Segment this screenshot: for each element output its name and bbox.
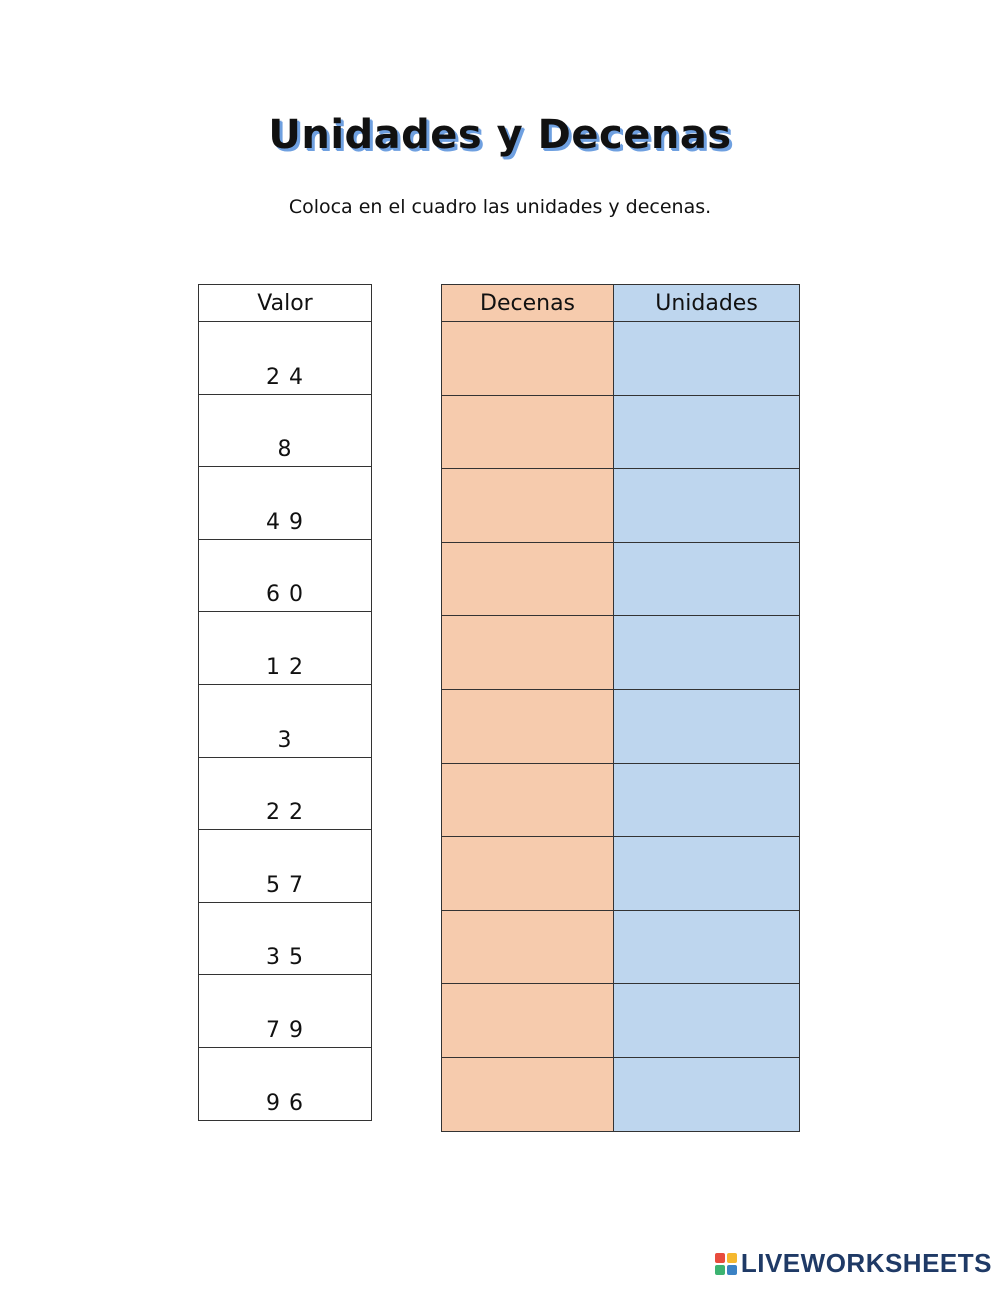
- page-title: Unidades y Decenas: [268, 112, 732, 158]
- valor-cell: 1 2: [199, 612, 372, 685]
- unidades-answer-cell[interactable]: [614, 469, 800, 543]
- decenas-header: Decenas: [442, 285, 614, 322]
- valor-row: [199, 975, 372, 1048]
- valor-cell: 5 7: [199, 830, 372, 903]
- unidades-answer-cell[interactable]: [614, 837, 800, 911]
- decenas-answer-cell[interactable]: [442, 469, 614, 543]
- decenas-answer-cell[interactable]: [442, 616, 614, 690]
- valor-header: Valor: [199, 285, 372, 322]
- valor-row: [199, 757, 372, 830]
- answer-body: [442, 322, 800, 1132]
- valor-row: [199, 902, 372, 975]
- answer-row: [442, 322, 800, 396]
- decenas-answer-cell[interactable]: [442, 542, 614, 616]
- valor-cell: 7 9: [199, 975, 372, 1048]
- decenas-answer-cell[interactable]: [442, 837, 614, 911]
- answer-row: [442, 542, 800, 616]
- logo-text: LIVEWORKSHEETS: [740, 1248, 992, 1278]
- decenas-answer-cell[interactable]: [442, 984, 614, 1058]
- instruction-text: Coloca en el cuadro las unidades y decenas.: [288, 196, 712, 218]
- valor-row: [199, 612, 372, 685]
- unidades-answer-cell[interactable]: [614, 395, 800, 469]
- answer-row: [442, 469, 800, 543]
- unidades-answer-cell[interactable]: [614, 689, 800, 763]
- decenas-answer-cell[interactable]: [442, 395, 614, 469]
- valor-cell: 2 4: [199, 322, 372, 395]
- unidades-answer-cell[interactable]: [614, 984, 800, 1058]
- unidades-answer-cell[interactable]: [614, 1057, 800, 1131]
- valor-cell: 2 2: [199, 757, 372, 830]
- answer-table: [441, 284, 800, 1132]
- valor-cell: 3 5: [199, 902, 372, 975]
- valor-row: [199, 1047, 372, 1120]
- valor-cell: 3: [199, 684, 372, 757]
- decenas-answer-cell[interactable]: [442, 1057, 614, 1131]
- valor-row: [199, 467, 372, 540]
- unidades-header: Unidades: [614, 285, 800, 322]
- valor-cell: 8: [199, 394, 372, 467]
- decenas-answer-cell[interactable]: [442, 763, 614, 837]
- answer-row: [442, 689, 800, 763]
- valor-body: [199, 322, 372, 1121]
- logo-block: [715, 1253, 725, 1263]
- valor-row: [199, 322, 372, 395]
- logo-block: [727, 1253, 737, 1263]
- answer-row: [442, 984, 800, 1058]
- valor-row: [199, 830, 372, 903]
- logo-block: [727, 1265, 737, 1275]
- decenas-answer-cell[interactable]: [442, 910, 614, 984]
- decenas-answer-cell[interactable]: [442, 689, 614, 763]
- decenas-answer-cell[interactable]: [442, 322, 614, 396]
- logo-blocks-icon: [715, 1253, 737, 1275]
- unidades-answer-cell[interactable]: [614, 542, 800, 616]
- answer-row: [442, 763, 800, 837]
- valor-table: [198, 284, 372, 1121]
- valor-cell: 6 0: [199, 539, 372, 612]
- answer-row: [442, 910, 800, 984]
- unidades-answer-cell[interactable]: [614, 910, 800, 984]
- unidades-answer-cell[interactable]: [614, 763, 800, 837]
- valor-row: [199, 539, 372, 612]
- answer-row: [442, 837, 800, 911]
- liveworksheets-logo: [715, 1248, 992, 1279]
- unidades-answer-cell[interactable]: [614, 322, 800, 396]
- answer-row: [442, 395, 800, 469]
- valor-row: [199, 684, 372, 757]
- answer-row: [442, 1057, 800, 1131]
- logo-block: [715, 1265, 725, 1275]
- valor-row: [199, 394, 372, 467]
- answer-row: [442, 616, 800, 690]
- unidades-answer-cell[interactable]: [614, 616, 800, 690]
- valor-cell: 4 9: [199, 467, 372, 540]
- valor-cell: 9 6: [199, 1047, 372, 1120]
